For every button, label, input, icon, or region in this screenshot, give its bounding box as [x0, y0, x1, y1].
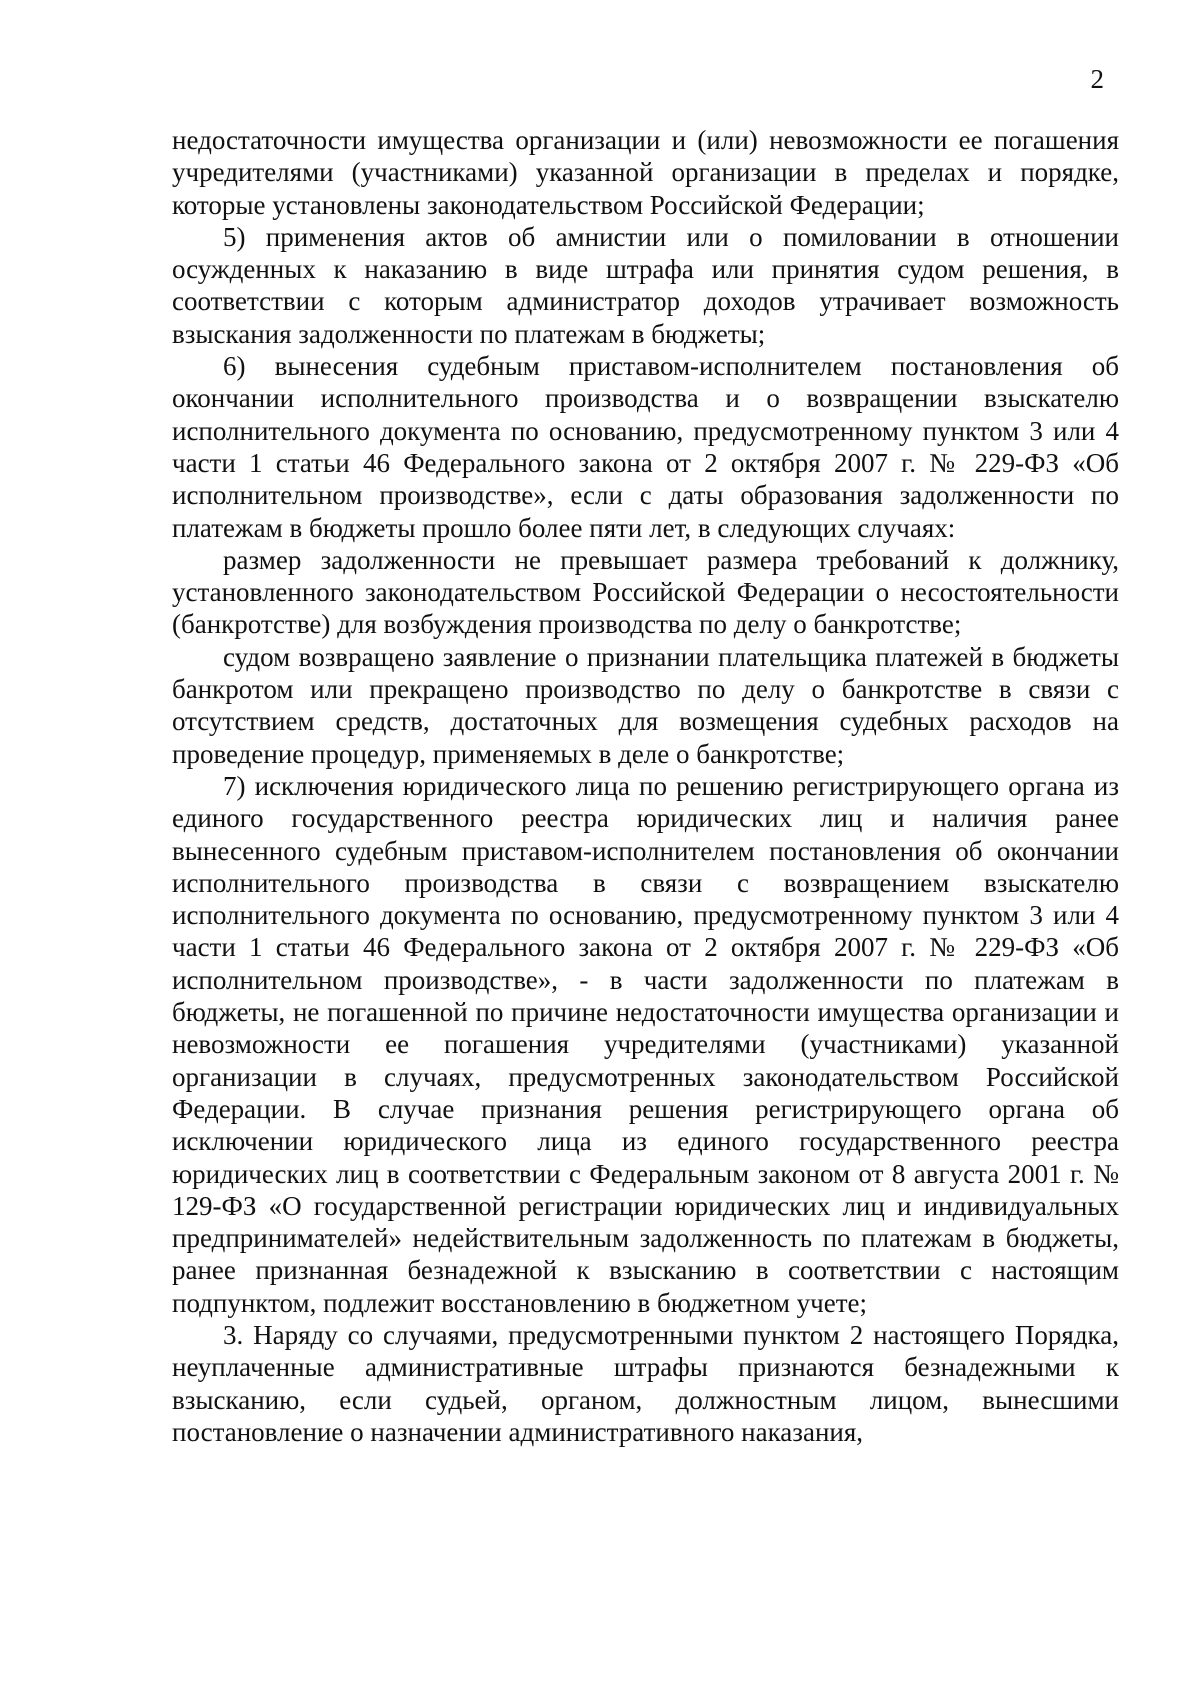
- paragraph-item-6: 6) вынесения судебным приставом-исполнителем постановления об окончании исполнительного производства и о возвращении взыскателю исполнительного документа по основанию, предусмотренному пунктом 3 или 4 части 1 статьи 46 Федерального закона от 2 октября 2007 г. № 229-ФЗ «Об исполнительном производстве», если с даты образования задолженности по платежам в бюджеты прошло более пяти лет, в следующих случаях:: [172, 351, 1119, 543]
- page-number: 2: [1090, 64, 1104, 94]
- paragraph-item-5: 5) применения актов об амнистии или о помиловании в отношении осужденных к наказанию в виде штрафа или принятия судом решения, в соответствии с которым администратор доходов утрачивает возможность взыскания задолженности по платежам в бюджеты;: [172, 221, 1119, 349]
- paragraph-continuation: недостаточности имущества организации и (или) невозможности ее погашения учредителями (участниками) указанной организации в пределах и порядке, которые установлены законодательством Российской Федерации;: [172, 125, 1119, 220]
- paragraph-section-3: 3. Наряду со случаями, предусмотренными пунктом 2 настоящего Порядка, неуплаченные административные штрафы признаются безнадежными к взысканию, если судьей, органом, должностным лицом, вынесшими постановление о назначении административного наказания,: [172, 1319, 1119, 1447]
- paragraph-item-6-case-1: размер задолженности не превышает размера требований к должнику, установленного законодательством Российской Федерации о несостоятельности (банкротстве) для возбуждения производства по делу о банкротстве;: [172, 544, 1119, 640]
- paragraph-item-7: 7) исключения юридического лица по решению регистрирующего органа из единого государственного реестра юридических лиц и наличия ранее вынесенного судебным приставом-исполнителем постановления об окончании исполнительного производства в связи с возвращением взыскателю исполнительного документа по основанию, предусмотренному пунктом 3 или 4 части 1 статьи 46 Федерального закона от 2 октября 2007 г. № 229-ФЗ «Об исполнительном производстве», - в части задолженности по платежам в бюджеты, не погашенной по причине недостаточности имущества организации и невозможности ее погашения учредителями (участниками) указанной организации в случаях, предусмотренных законодательством Российской Федерации. В случае признания решения регистрирующего органа об исключении юридического лица из единого государственного реестра юридических лиц в соответствии с Федеральным законом от 8 августа 2001 г. № 129-ФЗ «О государственной регистрации юридических лиц и индивидуальных предпринимателей» недействительным задолженность по платежам в бюджеты, ранее признанная безнадежной к взысканию в соответствии с настоящим подпунктом, подлежит восстановлению в бюджетном учете;: [172, 770, 1119, 1318]
- paragraph-item-6-case-2: судом возвращено заявление о признании плательщика платежей в бюджеты банкротом или прекращено производство по делу о банкротстве в связи с отсутствием средств, достаточных для возмещения судебных расходов на проведение процедур, применяемых в деле о банкротстве;: [172, 641, 1119, 769]
- document-body: [172, 124, 1119, 1448]
